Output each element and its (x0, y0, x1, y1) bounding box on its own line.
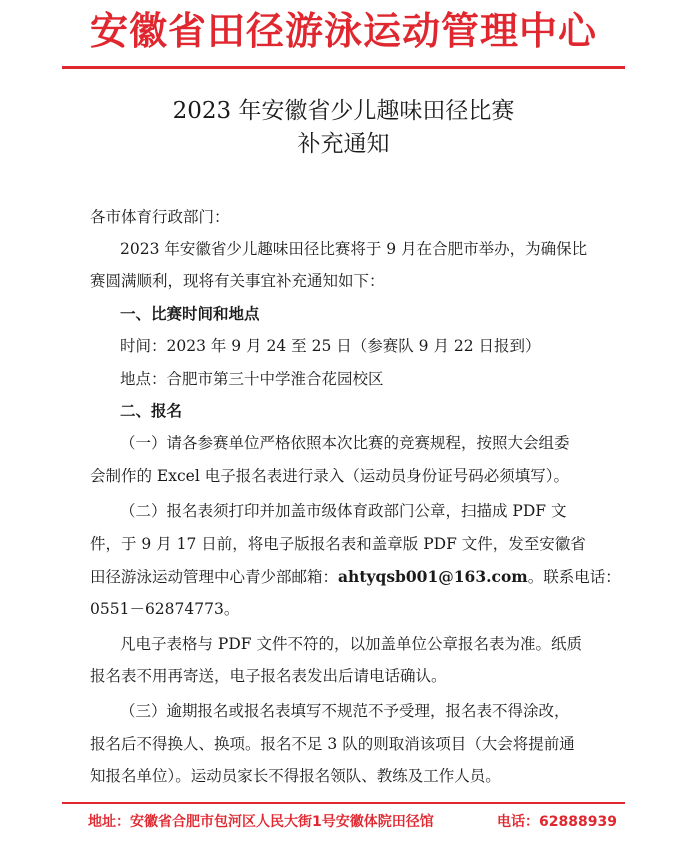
section-1-heading: 一、比赛时间和地点 (120, 304, 260, 323)
footer-phone: 电话：62888939 (497, 814, 617, 830)
salutation: 各市体育行政部门： (90, 208, 230, 226)
item-1-line-1: （一）请各参赛单位严格依照本次比赛的竞赛规程，按照大会组委 (120, 434, 570, 452)
footer-address: 地址：安徽省合肥市包河区人民大街1号安徽体院田径馆 (88, 814, 434, 830)
intro-line-2: 赛圆满顺利，现将有关事宜补充通知如下： (90, 272, 385, 290)
contact-phone: 0551－62874773。 (90, 600, 240, 618)
document-title: 2023 年安徽省少儿趣味田径比赛 (172, 98, 515, 124)
footer-red-rule (62, 802, 625, 804)
letterhead-org-name: 安徽省田径游泳运动管理中心 (89, 9, 597, 53)
item-3-line-2: 报名后不得换人、换项。报名不足 3 队的则取消该项目（大会将提前通 (90, 735, 575, 753)
event-place: 地点：合肥市第三十中学淮合花园校区 (120, 370, 384, 388)
intro-line-1: 2023 年安徽省少儿趣味田径比赛将于 9 月在合肥市举办，为确保比 (120, 240, 588, 258)
item-2-line-3 (90, 567, 621, 587)
phone-label: 。联系电话： (527, 568, 621, 586)
contact-email: ahtyqsb001@163.com (338, 567, 528, 586)
note-line-2: 报名表不用再寄送，电子报名表发出后请电话确认。 (90, 667, 447, 685)
letterhead-red-rule (62, 66, 625, 69)
note-line-1: 凡电子表格与 PDF 文件不符的，以加盖单位公章报名表为准。纸质 (120, 635, 582, 653)
document-subtitle: 补充通知 (297, 131, 390, 157)
email-label: 田径游泳运动管理中心青少部邮箱： (90, 568, 339, 586)
item-3-line-1: （三）逾期报名或报名表填写不规范不予受理，报名表不得涂改， (120, 702, 570, 720)
item-2-line-2: 件，于 9 月 17 日前，将电子版报名表和盖章版 PDF 文件，发至安徽省 (90, 535, 586, 553)
item-1-line-2: 会制作的 Excel 电子报名表进行录入（运动员身份证号码必须填写）。 (90, 467, 569, 485)
item-3-line-3: 知报名单位）。运动员家长不得报名领队、教练及工作人员。 (90, 767, 501, 785)
section-2-heading: 二、报名 (120, 401, 183, 420)
event-time: 时间：2023 年 9 月 24 至 25 日（参赛队 9 月 22 日报到） (120, 337, 541, 355)
item-2-line-1: （二）报名表须打印并加盖市级体育政部门公章，扫描成 PDF 文 (120, 502, 567, 520)
